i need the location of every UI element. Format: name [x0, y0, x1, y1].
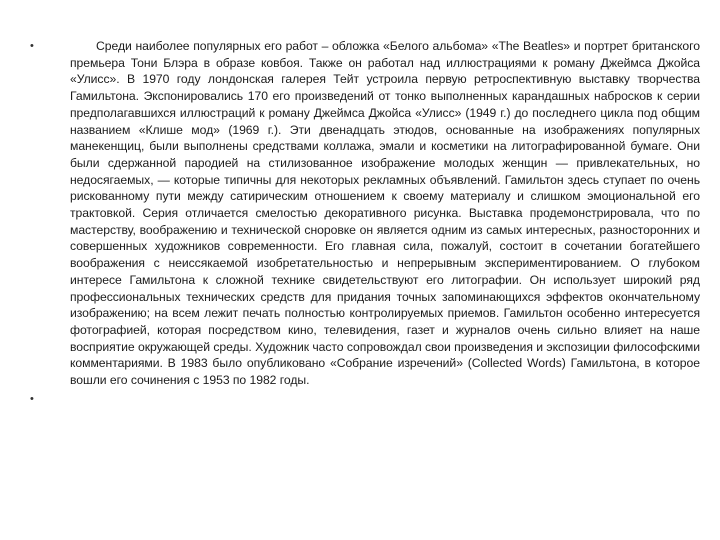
bullet-marker: • [30, 392, 34, 405]
paragraph-hamilton-works: Среди наиболее популярных его работ – обложка «Белого альбома» «The Beatles» и портрет британского премьера Тони Блэра в образе ковбоя. Также он работал над иллюстрациями к роману Джеймса Джойса «Улисс». В 1970 году лондонская галерея Тейт устроила первую ретроспективную выставку творчества Гамильтона. Экспонировались 170 его произведений от тонко выполненных карандашных набросков к серии предполагавшихся иллюстраций к роману Джеймса Джойса «Улисс» (1949 г.) до последнего цикла под общим названием «Клише мод» (1969 г.). Эти двенадцать этюдов, основанные на изображениях популярных манекенщиц, были выполнены средствами коллажа, эмали и косметики на литографированной бумаге. Они были сдержанной пародией на стилизованное изображение молодых женщин — привлекательных, но недосягаемых, — которые типичны для некоторых рекламных объявлений. Гамильтон здесь ступает по очень рискованному пути между сатирическим отношением к своему материалу и слишком эмоциональной его трактовкой. Серия отличается смелостью декоративного рисунка. Выставка продемонстрировала, что по мастерству, воображению и технической сноровке он является одним из самых интересных, разносторонних и совершенных художников современности. Его главная сила, пожалуй, состоит в сочетании богатейшего воображения с неиссякаемой изобретательностью и непрерывным экспериментированием. О глубоком интересе Гамильтона к сложной технике свидетельствуют его литографии. Он использует широкий ряд профессиональных технических средств для придания точных запоминающихся эффектов окончательному изображению; на всем лежит печать полностью контролируемых приемов. Гамильтон особенно интересуется фотографией, которая посредством кино, телевидения, газет и журналов очень сильно влияет на наше восприятие окружающей среды. Художник часто сопровождал свои произведения и экспозиции философскими комментариями. В 1983 было опубликовано «Собрание изречений» (Collected Words) Гамильтона, в которое вошли его сочинения с 1953 по 1982 годы. [70, 39, 700, 388]
bullet-marker: • [30, 40, 34, 52]
bullet-item-2 [30, 391, 700, 408]
bullet-list [30, 38, 700, 408]
bullet-item-1 [30, 38, 700, 389]
